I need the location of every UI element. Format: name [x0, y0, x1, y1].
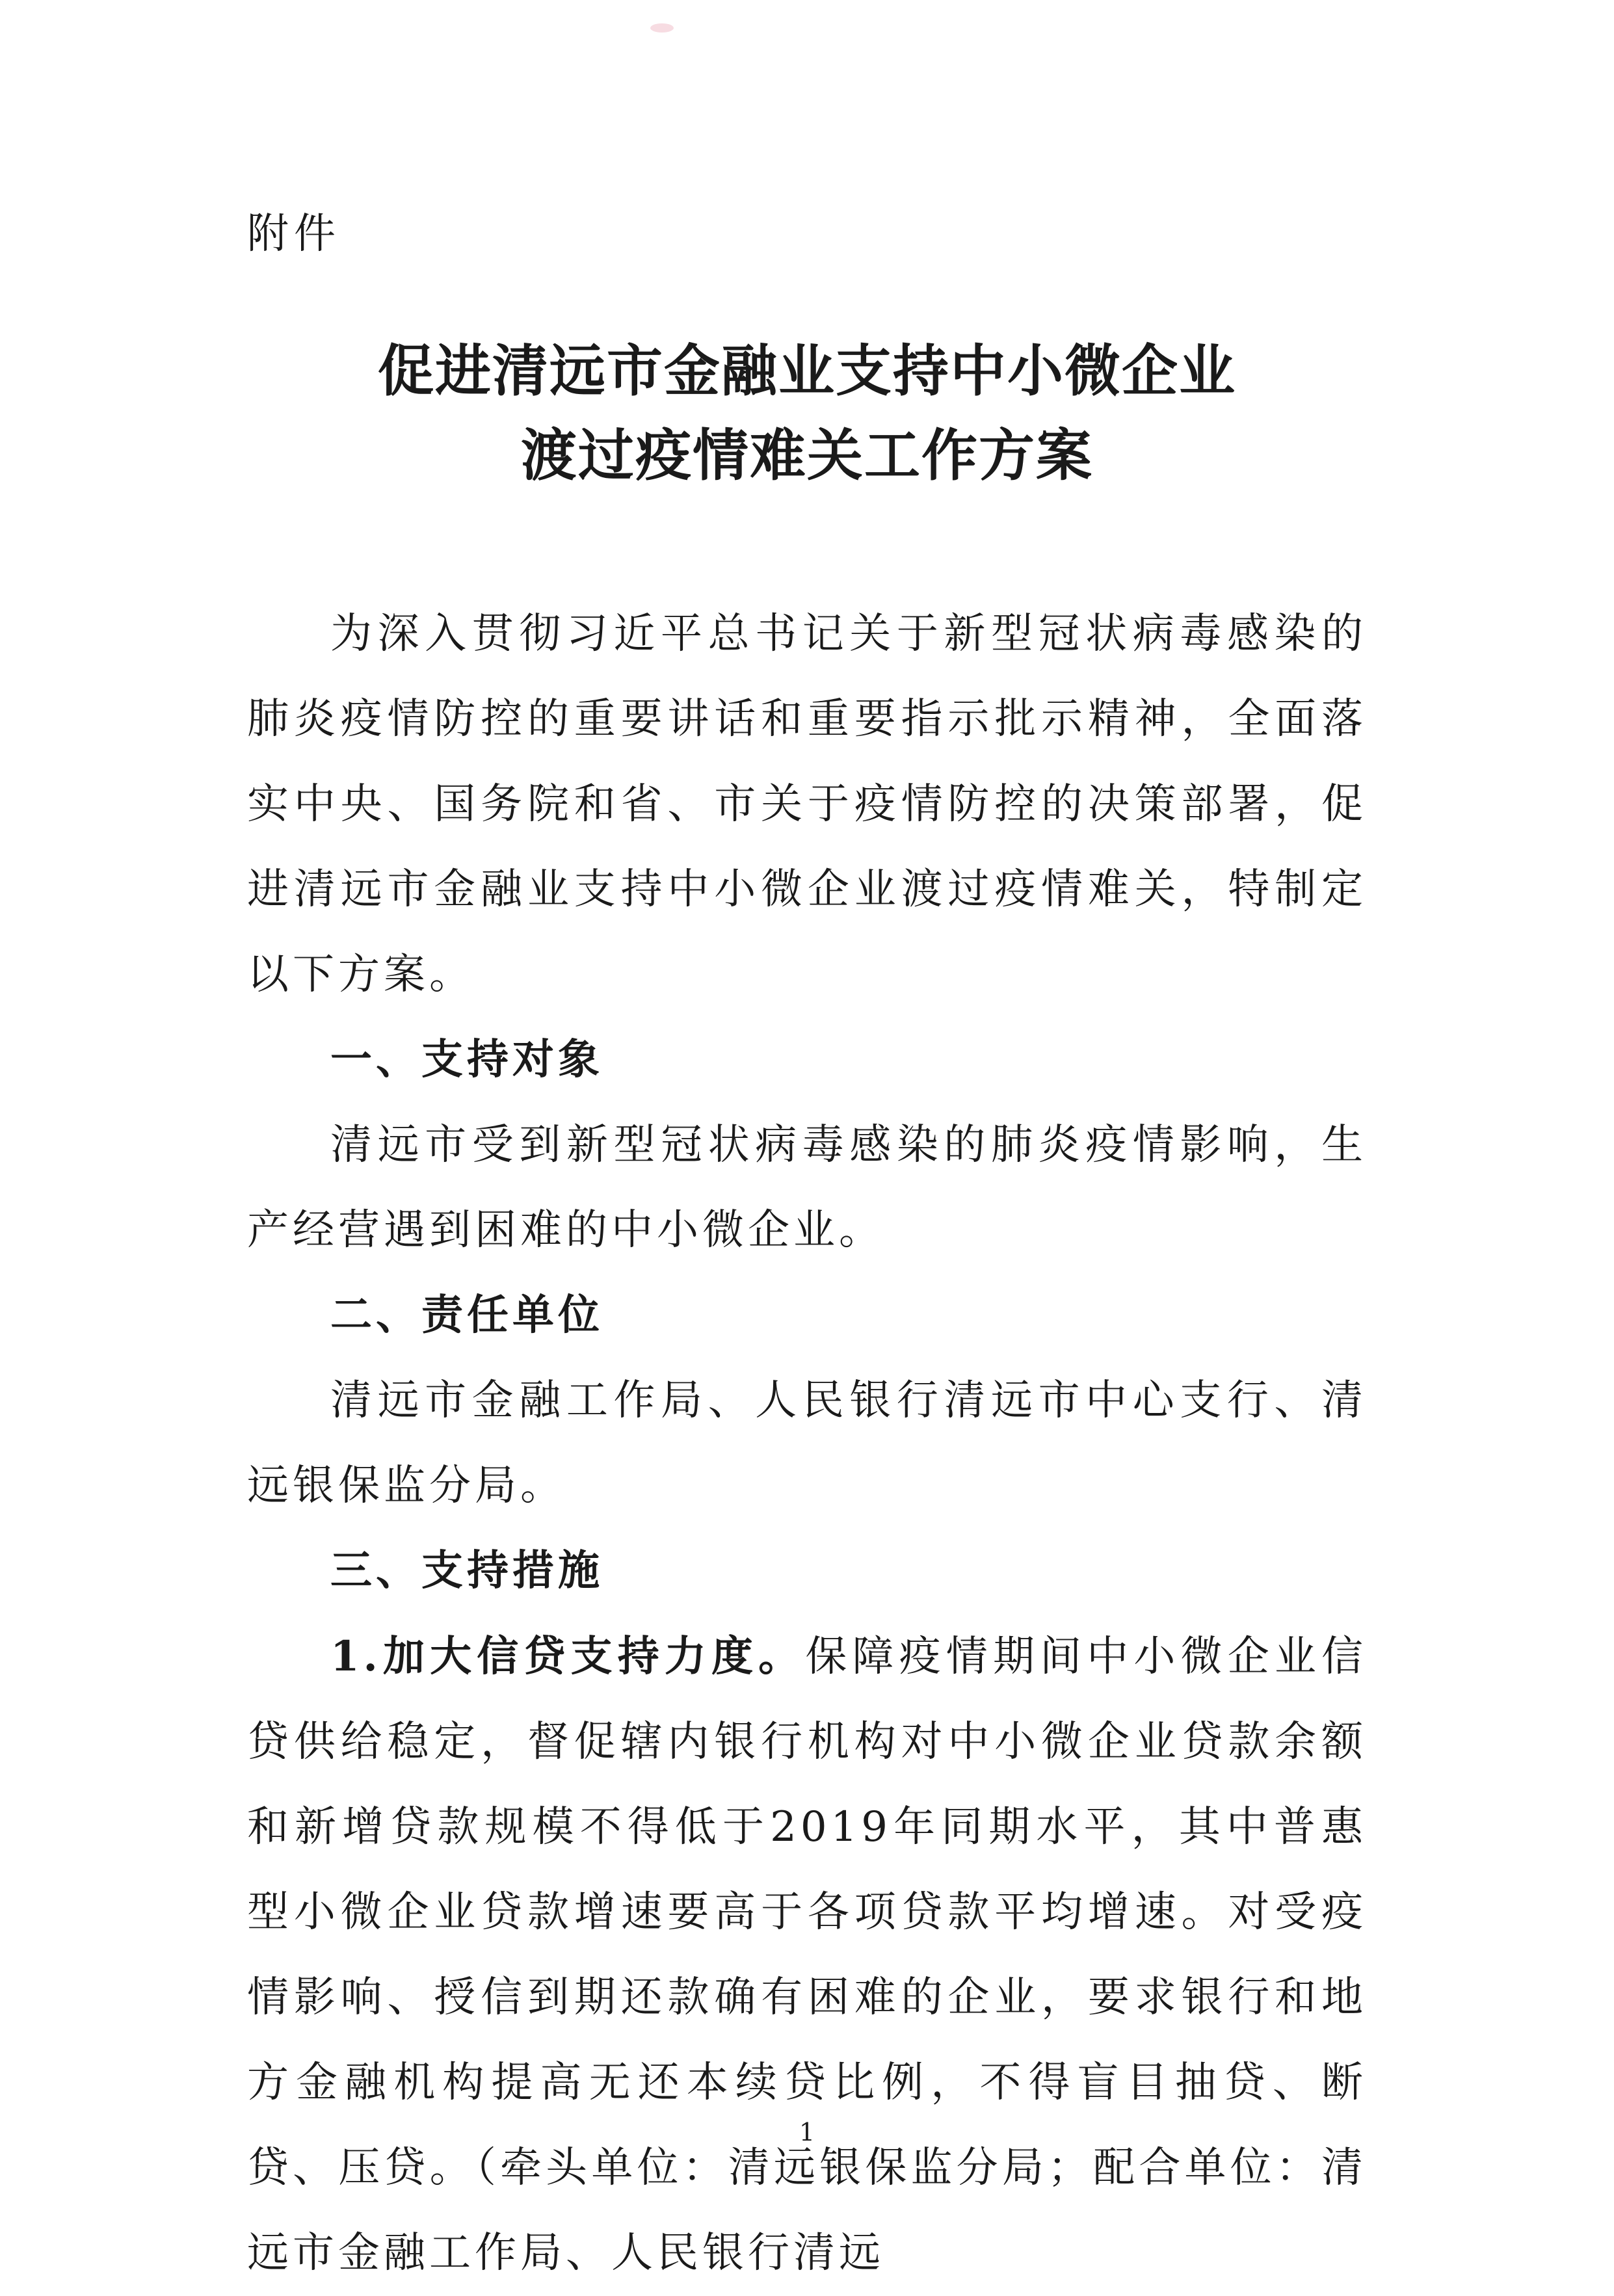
- page-number: 1: [799, 2118, 815, 2146]
- attachment-label: 附件: [247, 210, 341, 258]
- section-heading-3: 三、支持措施: [330, 1547, 603, 1595]
- section-1-paragraph: 清远市受到新型冠状病毒感染的肺炎疫情影响，生产经营遇到困难的中小微企业。: [247, 1121, 1367, 1254]
- section-heading-2: 二、责任单位: [330, 1291, 603, 1339]
- document-title-line-1: 促进清远市金融业支持中小微企业: [378, 339, 1236, 404]
- intro-paragraph: 为深入贯彻习近平总书记关于新型冠状病毒感染的肺炎疫情防控的重要讲话和重要指示批示精神，全面落实中央、国务院和省、市关于疫情防控的决策部署，促进清远市金融业支持中小微企业渡过疫情难关，特制定以下方案。: [247, 610, 1367, 999]
- measure-1-paragraph: [247, 1614, 1367, 2296]
- measure-1-text: 保障疫情期间中小微企业信贷供给稳定，督促辖内银行机构对中小微企业贷款余额和新增贷款规模不得低于2019年同期水平，其中普惠型小微企业贷款增速要高于各项贷款平均增速。对受疫情影响、授信到期还款确有困难的企业，要求银行和地方金融机构提高无还本续贷比例，不得盲目抽贷、断贷、压贷。（牵头单位：清远银保监分局；配合单位：清远市金融工作局、人民银行清远: [247, 1633, 1368, 2277]
- measure-1-lead: 1.加大信贷支持力度。: [330, 1632, 806, 1681]
- document-title-line-2: 渡过疫情难关工作方案: [521, 423, 1093, 488]
- document-body: [247, 592, 1367, 2296]
- section-heading-1: 一、支持对象: [330, 1036, 603, 1084]
- section-2-paragraph: 清远市金融工作局、人民银行清远市中心支行、清远银保监分局。: [247, 1377, 1367, 1510]
- scan-stamp-mark: [650, 23, 674, 33]
